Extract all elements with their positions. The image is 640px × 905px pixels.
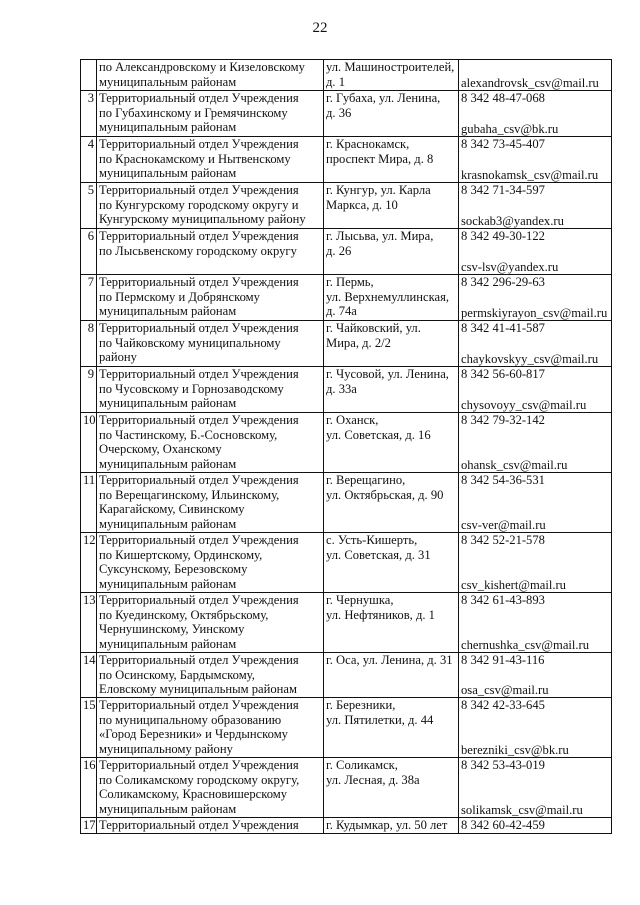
address (324, 229, 459, 275)
department-name-line: Территориальный отдел Учреждения (99, 183, 299, 197)
address-line: д. 74а (326, 304, 357, 318)
address-line: ул. Советская, д. 31 (326, 547, 431, 562)
email-address[interactable]: osa_csv@mail.ru (461, 682, 549, 697)
address-line: ул. Нефтяников, д. 1 (326, 607, 435, 622)
department-name (97, 653, 324, 698)
department-name (97, 275, 324, 321)
row-number: 9 (81, 367, 97, 413)
phone-number: 8 342 60-42-459 (461, 818, 545, 832)
email-address[interactable]: krasnokamsk_csv@mail.ru (461, 167, 599, 182)
email-address[interactable]: ohansk_csv@mail.ru (461, 457, 568, 472)
department-name-line: району (99, 350, 137, 364)
phone-number: 8 342 42-33-645 (461, 698, 545, 712)
contact-info (459, 758, 612, 818)
department-name-line: Территориальный отдел Учреждения (99, 91, 299, 105)
address-line: проспект Мира, д. 8 (326, 151, 434, 166)
address-line: г. Пермь, (326, 275, 374, 289)
email-address[interactable]: gubaha_csv@bk.ru (461, 121, 559, 136)
address (324, 653, 459, 698)
email-address[interactable]: csv_kishert@mail.ru (461, 577, 566, 592)
email-address[interactable]: alexandrovsk_csv@mail.ru (461, 75, 599, 90)
table-row (81, 183, 612, 229)
address-line: д. 26 (326, 243, 352, 258)
department-name (97, 473, 324, 533)
department-name-line: муниципальным районам (99, 636, 237, 651)
phone-number: 8 342 41-41-587 (461, 321, 545, 335)
row-number: 10 (81, 413, 97, 473)
row-number (81, 60, 97, 91)
department-name-line: Территориальный отдел Учреждения (99, 367, 299, 381)
table-row (81, 60, 612, 91)
address (324, 275, 459, 321)
table-row (81, 593, 612, 653)
department-name-line: муниципальным районам (99, 166, 237, 180)
department-name-line: по Чайковскому муниципальному (99, 335, 281, 350)
address-line: д. 1 (326, 74, 346, 89)
contact-info (459, 321, 612, 367)
table-row (81, 413, 612, 473)
department-name-line: Территориальный отдел Учреждения (99, 698, 299, 712)
department-name (97, 229, 324, 275)
address-line: д. 33а (326, 381, 357, 396)
department-name-line: муниципальным районам (99, 516, 237, 531)
contact-info (459, 473, 612, 533)
department-name (97, 367, 324, 413)
department-name-line: Суксунскому, Березовскому (99, 562, 248, 576)
contact-info (459, 275, 612, 321)
email-address[interactable]: csv-ver@mail.ru (461, 517, 546, 532)
department-name-line: «Город Березники» и Чердынскому (99, 727, 288, 741)
table-row (81, 818, 612, 834)
row-number: 11 (81, 473, 97, 533)
address (324, 137, 459, 183)
contact-info (459, 593, 612, 653)
department-name (97, 413, 324, 473)
address-line: г. Березники, (326, 698, 396, 712)
department-name-line: Территориальный отдел Учреждения (99, 533, 299, 547)
table-row (81, 229, 612, 275)
department-name-line: Еловскому муниципальным районам (99, 682, 297, 696)
address (324, 818, 459, 834)
department-name-line: Чернушинскому, Уинскому (99, 622, 245, 636)
address (324, 758, 459, 818)
contact-info (459, 137, 612, 183)
department-name-line: по Чусовскому и Горнозаводскому (99, 381, 284, 396)
department-name-line: муниципальным районам (99, 576, 237, 591)
contact-info (459, 653, 612, 698)
row-number: 16 (81, 758, 97, 818)
phone-number: 8 342 54-36-531 (461, 473, 545, 487)
email-address[interactable]: chaykovskyy_csv@mail.ru (461, 351, 599, 366)
contact-info (459, 533, 612, 593)
department-name-line: Территориальный отдел Учреждения (99, 275, 299, 289)
address-line: г. Оса, ул. Ленина, д. 31 (326, 653, 453, 667)
contact-info (459, 367, 612, 413)
department-name-line: Кунгурскому муниципальному району (99, 212, 306, 226)
address (324, 60, 459, 91)
department-name-line: муниципальным районам (99, 801, 237, 816)
department-name-line: муниципальным районам (99, 456, 237, 471)
address-line: г. Кунгур, ул. Карла (326, 183, 431, 197)
department-name-line: муниципальным районам (99, 120, 237, 134)
department-name-line: по Осинскому, Бардымскому, (99, 667, 255, 682)
contact-info (459, 91, 612, 137)
row-number: 12 (81, 533, 97, 593)
contacts-table (80, 59, 612, 834)
table-row (81, 321, 612, 367)
row-number: 7 (81, 275, 97, 321)
table-row (81, 137, 612, 183)
department-name (97, 533, 324, 593)
email-address[interactable]: chernushka_csv@mail.ru (461, 637, 590, 652)
contact-info (459, 183, 612, 229)
address-line: г. Чернушка, (326, 593, 394, 607)
row-number: 8 (81, 321, 97, 367)
phone-number: 8 342 61-43-893 (461, 593, 545, 607)
department-name (97, 183, 324, 229)
address-line: г. Кудымкар, ул. 50 лет (326, 818, 448, 832)
department-name (97, 137, 324, 183)
department-name-line: муниципальным районам (99, 304, 237, 318)
address-line: г. Чусовой, ул. Ленина, (326, 367, 449, 381)
department-name-line: по Соликамскому городскому округу, (99, 772, 300, 787)
address (324, 367, 459, 413)
page-number: 22 (312, 20, 328, 36)
address (324, 413, 459, 473)
address-line: Маркса, д. 10 (326, 197, 398, 212)
address-line: г. Чайковский, ул. (326, 321, 421, 335)
department-name-line: Территориальный отдел Учреждения (99, 758, 299, 772)
department-name-line: по Куединскому, Октябрьскому, (99, 607, 269, 622)
department-name-line: Территориальный отдел Учреждения (99, 473, 299, 487)
row-number: 6 (81, 229, 97, 275)
email-address[interactable]: permskiyrayon_csv@mail.ru (461, 305, 608, 320)
address-line: г. Верещагино, (326, 473, 406, 487)
row-number: 17 (81, 818, 97, 834)
table-row (81, 275, 612, 321)
department-name-line: муниципальным районам (99, 396, 237, 410)
phone-number: 8 342 48-47-068 (461, 91, 545, 105)
department-name-line: по Губахинскому и Гремячинскому (99, 105, 288, 120)
address-line: ул. Лесная, д. 38а (326, 772, 420, 787)
table-row (81, 653, 612, 698)
department-name-line: по муниципальному образованию (99, 712, 282, 727)
table-row (81, 758, 612, 818)
department-name-line: по Краснокамскому и Нытвенскому (99, 151, 291, 166)
department-name-line: по Верещагинскому, Ильинскому, (99, 487, 280, 502)
address-line: с. Усть-Кишерть, (326, 533, 418, 547)
address (324, 533, 459, 593)
phone-number: 8 342 79-32-142 (461, 413, 545, 427)
address (324, 473, 459, 533)
table-row (81, 473, 612, 533)
contact-info (459, 60, 612, 91)
address (324, 321, 459, 367)
address-line: г. Соликамск, (326, 758, 398, 772)
department-name-line: Территориальный отдел Учреждения (99, 818, 299, 832)
row-number: 3 (81, 91, 97, 137)
phone-number: 8 342 71-34-597 (461, 183, 545, 197)
phone-number: 8 342 73-45-407 (461, 137, 545, 151)
email-address[interactable]: berezniki_csv@bk.ru (461, 742, 569, 757)
department-name-line: Территориальный отдел Учреждения (99, 229, 299, 243)
address-line: д. 36 (326, 105, 352, 120)
phone-number: 8 342 53-43-019 (461, 758, 545, 772)
department-name-line: Территориальный отдел Учреждения (99, 593, 299, 607)
table-row (81, 698, 612, 758)
address-line: ул. Верхнемуллинская, (326, 289, 450, 304)
department-name-line: Территориальный отдел Учреждения (99, 321, 299, 335)
row-number: 13 (81, 593, 97, 653)
address (324, 91, 459, 137)
address-line: ул. Машиностроителей, (326, 60, 455, 74)
department-name (97, 593, 324, 653)
department-name (97, 758, 324, 818)
table-row (81, 367, 612, 413)
table-row (81, 533, 612, 593)
row-number: 5 (81, 183, 97, 229)
email-address[interactable]: sockab3@yandex.ru (461, 213, 564, 228)
phone-number: 8 342 52-21-578 (461, 533, 545, 547)
department-name-line: Территориальный отдел Учреждения (99, 653, 299, 667)
address-line: ул. Пятилетки, д. 44 (326, 712, 434, 727)
address-line: г. Оханск, (326, 413, 379, 427)
department-name-line: по Кунгурскому городскому округу и (99, 197, 299, 212)
department-name-line: по Пермскому и Добрянскому (99, 289, 260, 304)
address (324, 698, 459, 758)
email-address[interactable]: csv-lsv@yandex.ru (461, 259, 559, 274)
department-name (97, 91, 324, 137)
phone-number: 8 342 49-30-122 (461, 229, 545, 243)
email-address[interactable]: solikamsk_csv@mail.ru (461, 802, 583, 817)
address-line: г. Губаха, ул. Ленина, (326, 91, 441, 105)
contacts-table-body (81, 60, 612, 834)
address-line: г. Лысьва, ул. Мира, (326, 229, 434, 243)
department-name (97, 698, 324, 758)
contact-info (459, 698, 612, 758)
department-name-line: по Лысьвенскому городскому округу (99, 243, 297, 258)
department-name-line: Территориальный отдел Учреждения (99, 413, 299, 427)
department-name-line: Территориальный отдел Учреждения (99, 137, 299, 151)
phone-number: 8 342 91-43-116 (461, 653, 545, 667)
department-name-line: Очерскому, Оханскому (99, 442, 222, 456)
contact-info (459, 229, 612, 275)
table-row (81, 91, 612, 137)
department-name (97, 818, 324, 834)
contact-info (459, 818, 612, 834)
phone-number: 8 342 56-60-817 (461, 367, 545, 381)
row-number: 14 (81, 653, 97, 698)
row-number: 4 (81, 137, 97, 183)
contact-info (459, 413, 612, 473)
department-name-line: муниципальному району (99, 741, 233, 756)
department-name-line: по Кишертскому, Ординскому, (99, 547, 263, 562)
department-name-line: Соликамскому, Красновишерскому (99, 787, 288, 801)
department-name-line: муниципальным районам (99, 74, 237, 89)
phone-number: 8 342 296-29-63 (461, 275, 545, 289)
email-address[interactable]: chysovoyy_csv@mail.ru (461, 397, 587, 412)
department-name (97, 60, 324, 91)
address-line: г. Краснокамск, (326, 137, 410, 151)
row-number: 15 (81, 698, 97, 758)
department-name (97, 321, 324, 367)
address (324, 593, 459, 653)
address-line: ул. Советская, д. 16 (326, 427, 431, 442)
address-line: ул. Октябрьская, д. 90 (326, 487, 444, 502)
department-name-line: по Частинскому, Б.-Сосновскому, (99, 427, 278, 442)
department-name-line: Карагайскому, Сивинскому (99, 502, 245, 516)
department-name-line: по Александровскому и Кизеловскому (99, 60, 305, 74)
address-line: Мира, д. 2/2 (326, 335, 391, 350)
address (324, 183, 459, 229)
